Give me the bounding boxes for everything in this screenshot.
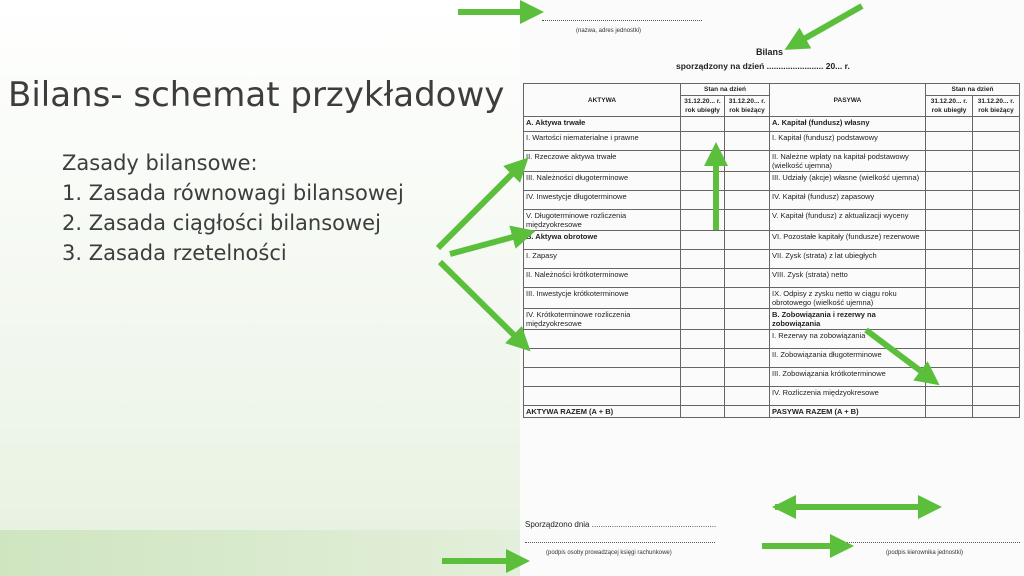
col-curr: 31.12.20... r. <box>977 98 1015 105</box>
asset-item: IV. Inwestycje długoterminowe <box>526 192 627 201</box>
liability-item: III. Zobowiązania krótkoterminowe <box>772 369 886 378</box>
col-prev: 31.12.20... r. <box>684 98 721 105</box>
asset-item: V. Długoterminowe rozliczenia międzyokresowe <box>526 211 627 229</box>
liability-item: IV. Rozliczenia międzyokresowe <box>772 388 879 397</box>
assets-header: AKTYWA <box>587 96 617 104</box>
asset-item: I. Zapasy <box>526 251 557 260</box>
liability-item: II. Zobowiązania długoterminowe <box>772 350 882 359</box>
liability-item: VIII. Zysk (strata) netto <box>772 270 848 279</box>
liabilities-header: PASYWA <box>833 96 862 104</box>
rules-heading: Zasady bilansowe: <box>62 151 258 175</box>
document-subtitle: sporządzony na dzień ........................ 20... r. <box>676 61 850 71</box>
asset-item: IV. Krótkoterminowe rozliczenia międzyokresowe <box>526 310 631 328</box>
liability-item: I. Kapitał (fundusz) podstawowy <box>772 133 878 142</box>
signature-caption-left: (podpis osoby prowadzącej księgi rachunkowe) <box>546 550 672 556</box>
col-curr-sub: rok bieżący <box>978 107 1014 114</box>
arrow-icon <box>795 6 862 44</box>
state-header: Stan na dzień <box>951 86 994 93</box>
arrow-icon <box>450 234 524 254</box>
assets-total: AKTYWA RAZEM (A + B) <box>526 407 614 416</box>
unit-caption: (nazwa, adres jednostki) <box>576 28 642 34</box>
liability-item: V. Kapitał (fundusz) z aktualizacji wyceny <box>772 211 909 220</box>
liability-item: I. Rezerwy na zobowiązania <box>772 331 866 340</box>
arrow-icon <box>440 262 522 343</box>
asset-item: III. Inwestycje krótkoterminowe <box>526 289 629 298</box>
asset-item: II. Należności krótkoterminowe <box>526 270 629 279</box>
col-prev-sub: rok ubiegły <box>685 107 720 114</box>
asset-item: I. Wartości niematerialne i prawne <box>526 133 639 142</box>
asset-item: A. Aktywa trwałe <box>526 118 586 127</box>
col-prev: 31.12.20... r. <box>930 98 968 105</box>
asset-item: B. Aktywa obrotowe <box>526 232 598 241</box>
liability-item: III. Udziały (akcje) własne (wielkość ujemna) <box>772 173 920 182</box>
liability-item: VII. Zysk (strata) z lat ubiegłych <box>772 251 877 260</box>
col-prev-sub: rok ubiegły <box>931 107 967 114</box>
asset-item: III. Należności długoterminowe <box>526 173 629 182</box>
rule-item: 3. Zasada rzetelności <box>62 241 287 265</box>
rule-item: 1. Zasada równowagi bilansowej <box>62 181 404 205</box>
rule-item: 2. Zasada ciągłości bilansowej <box>62 211 381 235</box>
liability-item: VI. Pozostałe kapitały (fundusze) rezerwowe <box>772 232 920 241</box>
col-curr: 31.12.20... r. <box>728 98 766 105</box>
liability-item: B. Zobowiązania i rezerwy na zobowiązania <box>772 310 876 328</box>
slide-title: Bilans- schemat przykładowy <box>8 74 505 115</box>
arrow-icon <box>866 330 930 378</box>
prepared-on: Sporządzono dnia ........................................................ <box>525 520 717 529</box>
signature-caption-right: (podpis kierownika jednostki) <box>886 550 964 556</box>
liability-item: IX. Odpisy z zysku netto w ciągu roku obrotowego (wielkość ujemna) <box>772 289 897 307</box>
liabilities-total: PASYWA RAZEM (A + B) <box>772 407 859 416</box>
col-curr-sub: rok bieżący <box>729 107 765 114</box>
state-header: Stan na dzień <box>704 86 746 93</box>
document-title: Bilans <box>756 47 784 57</box>
liability-item: A. Kapitał (fundusz) własny <box>772 118 870 127</box>
asset-item: II. Rzeczowe aktywa trwałe <box>526 152 617 161</box>
liability-item: IV. Kapitał (fundusz) zapasowy <box>772 192 875 201</box>
liability-item: II. Należne wpłaty na kapitał podstawowy (wielkość ujemna) <box>772 152 909 170</box>
